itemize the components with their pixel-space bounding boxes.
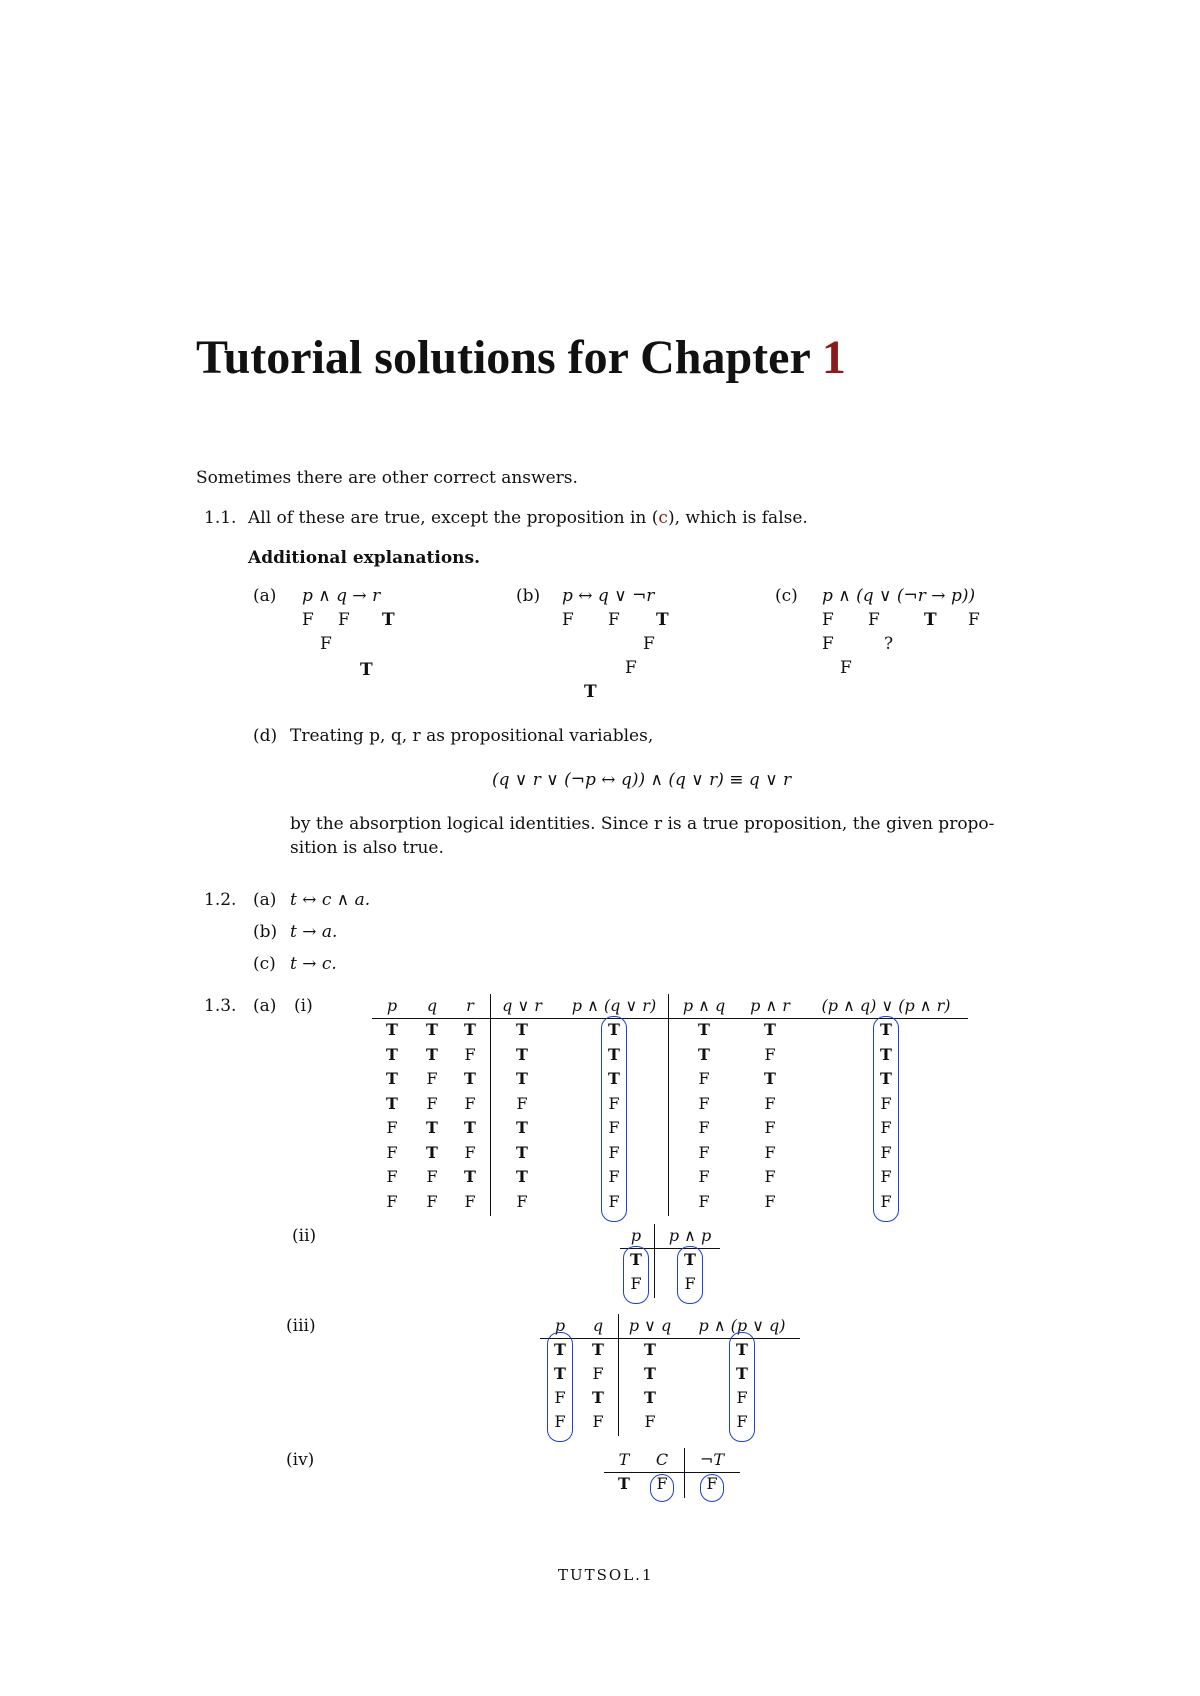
q11-pre: All of these are true, except the proposition in ( (248, 508, 659, 528)
q11d-text: Treating p, q, r as propositional variables, (290, 726, 654, 746)
table-i-header: p ∧ r (750, 996, 790, 1015)
q11b-val-r: T (656, 610, 669, 630)
table-i-cell: F (386, 1191, 398, 1211)
q11-statement (248, 508, 808, 528)
table-i-cell: T (464, 1167, 476, 1186)
table-i-cell: F (386, 1167, 398, 1186)
table-i-cell: T (608, 1044, 620, 1064)
table-iii-cell: F (592, 1364, 604, 1383)
table-iii-cell: T (736, 1364, 748, 1383)
table-iv-header: ¬T (699, 1450, 725, 1469)
table-iii-cell: F (554, 1388, 566, 1407)
q11a-val-p: F (302, 610, 314, 630)
table-i-cell: T (426, 1118, 438, 1137)
table-iii-cell: F (736, 1388, 748, 1407)
q11b-val-or: F (625, 658, 637, 678)
title-text: Tutorial solutions for Chapter (196, 331, 822, 384)
table-iv-header-rule (604, 1472, 740, 1473)
q11d-equation: (q ∨ r ∨ (¬p ↔ q)) ∧ (q ∨ r) ≡ q ∨ r (492, 770, 792, 790)
table-i-cell: F (386, 1118, 398, 1137)
q11c-val-p2: F (968, 610, 980, 630)
table-i-cell: F (516, 1191, 528, 1211)
q12c-label: (c) (253, 954, 276, 974)
table-iv-highlight-circle (700, 1474, 724, 1502)
q13-ii-label: (ii) (292, 1226, 317, 1246)
q12c-expr: t → c. (290, 954, 337, 974)
table-iii-header: p ∧ (p ∨ q) (698, 1316, 786, 1335)
table-i-cell: T (608, 1069, 620, 1088)
table-i-cell: T (386, 1093, 398, 1113)
table-iii-header: p ∨ q (628, 1316, 672, 1335)
table-i-cell: F (426, 1191, 438, 1211)
table-i-header: p (386, 996, 398, 1015)
table-iv-cell: F (656, 1474, 668, 1493)
q12a-label: (a) (253, 890, 277, 910)
q11-post: ), which is false. (667, 508, 808, 528)
q11b-label: (b) (516, 586, 541, 606)
table-i-cell: T (880, 1044, 892, 1064)
table-ii-header: p ∧ p (668, 1226, 712, 1245)
table-i-cell: F (880, 1191, 892, 1211)
table-i-cell: F (880, 1093, 892, 1113)
q12a-expr: t ↔ c ∧ a. (290, 890, 371, 910)
table-i-cell: T (516, 1044, 528, 1064)
q11c-val-r: T (924, 610, 937, 630)
page-title (196, 330, 846, 385)
q13-label: 1.3. (204, 996, 237, 1016)
table-i-cell: T (764, 1020, 776, 1039)
table-i-cell: T (698, 1020, 710, 1039)
table-ii-highlight-circle (623, 1246, 649, 1304)
q11a-val-and: F (320, 634, 332, 654)
table-i-cell: F (464, 1044, 476, 1064)
table-iii-header: q (592, 1316, 604, 1335)
q11c-val-and: F (822, 634, 834, 654)
table-iii-cell: T (644, 1388, 656, 1407)
table-i-cell: T (426, 1142, 438, 1162)
chapter-number: 1 (821, 331, 846, 384)
table-i-header: q ∨ r (502, 996, 542, 1015)
q13-iv-label: (iv) (286, 1450, 315, 1470)
additional-explanations-heading: Additional explanations. (248, 548, 481, 568)
table-ii-cell: T (684, 1250, 696, 1269)
table-i-column-separator (490, 994, 491, 1216)
table-ii-column-separator (654, 1224, 655, 1298)
table-iii-cell: T (644, 1364, 656, 1383)
table-i-cell: F (608, 1191, 620, 1211)
table-iii-cell: T (554, 1364, 566, 1383)
table-i-cell: F (426, 1167, 438, 1186)
table-i-header: p ∧ (q ∨ r) (571, 996, 657, 1015)
table-iv-cell: F (706, 1474, 718, 1493)
q11c-expr: p ∧ (q ∨ (¬r → p)) (822, 586, 976, 606)
table-i-cell: F (426, 1069, 438, 1088)
table-i-cell: F (764, 1093, 776, 1113)
q11c-val-unknown: ? (884, 634, 894, 654)
table-iii-cell: T (644, 1340, 656, 1359)
table-i-cell: F (608, 1142, 620, 1162)
table-i-cell: F (608, 1093, 620, 1113)
table-i-highlight-circle (873, 1016, 899, 1222)
table-i-cell: T (880, 1020, 892, 1039)
table-iii-cell: T (554, 1340, 566, 1359)
table-i-highlight-circle (601, 1016, 627, 1222)
table-iv-header: T (618, 1450, 630, 1469)
table-i-cell: F (880, 1167, 892, 1186)
table-i-cell: T (880, 1069, 892, 1088)
q11c-label: (c) (775, 586, 798, 606)
table-i-cell: F (698, 1167, 710, 1186)
q11d-line2: sition is also true. (290, 838, 444, 858)
table-i-cell: F (464, 1093, 476, 1113)
table-iii-header: p (554, 1316, 566, 1335)
table-i-cell: F (426, 1093, 438, 1113)
table-i-cell: T (608, 1020, 620, 1039)
table-iii-cell: T (592, 1340, 604, 1359)
table-i-cell: F (698, 1191, 710, 1211)
table-i-cell: F (608, 1118, 620, 1137)
table-i-header: p ∧ q (682, 996, 726, 1015)
table-iii-highlight-circle (729, 1332, 755, 1442)
table-i-cell: T (426, 1044, 438, 1064)
q11a-label: (a) (253, 586, 277, 606)
q13a-label: (a) (253, 996, 277, 1016)
q11c-val-result: F (840, 658, 852, 678)
table-i-column-separator (668, 994, 669, 1216)
q11a-val-r: T (382, 610, 395, 630)
q13-iii-label: (iii) (286, 1316, 316, 1336)
q11b-val-neg: F (643, 634, 655, 654)
table-i-cell: T (386, 1044, 398, 1064)
table-i-cell: T (516, 1167, 528, 1186)
table-iii-header-rule (540, 1338, 800, 1339)
q11d-line1: by the absorption logical identities. Since r is a true proposition, the given propo- (290, 814, 995, 834)
table-ii-highlight-circle (677, 1246, 703, 1304)
page-footer: TUTSOL.1 (558, 1566, 654, 1584)
q11a-val-result: T (360, 660, 373, 680)
q12b-label: (b) (253, 922, 278, 942)
table-i-cell: F (608, 1167, 620, 1186)
q11b-val-result: T (584, 682, 597, 702)
q11-label: 1.1. (204, 508, 237, 528)
table-i-cell: F (698, 1093, 710, 1113)
table-i-cell: F (764, 1167, 776, 1186)
table-i-cell: F (698, 1069, 710, 1088)
table-i-cell: T (516, 1020, 528, 1039)
table-iii-cell: T (736, 1340, 748, 1359)
table-i-header: r (466, 996, 474, 1015)
table-i-cell: F (516, 1093, 528, 1113)
q11b-val-p: F (562, 610, 574, 630)
table-i-cell: F (880, 1142, 892, 1162)
table-i-cell: T (516, 1118, 528, 1137)
q11a-expr: p ∧ q → r (302, 586, 381, 606)
q11d-label: (d) (253, 726, 278, 746)
table-i-cell: F (698, 1118, 710, 1137)
q11b-val-q: F (608, 610, 620, 630)
table-i-cell: F (880, 1118, 892, 1137)
table-i-cell: T (698, 1044, 710, 1064)
table-iv-highlight-circle (650, 1474, 674, 1502)
table-ii-cell: F (630, 1274, 642, 1293)
table-i-cell: F (764, 1191, 776, 1211)
intro-text: Sometimes there are other correct answers. (196, 468, 578, 488)
table-i-cell: T (764, 1069, 776, 1088)
table-i-cell: F (764, 1118, 776, 1137)
table-i-header: (p ∧ q) ∨ (p ∧ r) (821, 996, 951, 1015)
q11a-val-q: F (338, 610, 350, 630)
q11c-val-q: F (868, 610, 880, 630)
table-ii-header: p (630, 1226, 642, 1245)
q12b-expr: t → a. (290, 922, 338, 942)
table-i-header: q (426, 996, 438, 1015)
q13-i-label: (i) (294, 996, 313, 1016)
table-i-cell: F (464, 1191, 476, 1211)
table-i-cell: T (386, 1020, 398, 1039)
table-i-cell: F (698, 1142, 710, 1162)
table-i-cell: T (516, 1069, 528, 1088)
table-i-cell: T (464, 1069, 476, 1088)
table-i-cell: T (464, 1118, 476, 1137)
table-iii-cell: F (736, 1412, 748, 1431)
table-iii-cell: F (554, 1412, 566, 1431)
table-iii-cell: F (644, 1412, 656, 1431)
table-i-cell: F (764, 1044, 776, 1064)
q11c-val-p: F (822, 610, 834, 630)
table-i-cell: F (464, 1142, 476, 1162)
table-iv-column-separator (684, 1448, 685, 1498)
q11b-expr: p ↔ q ∨ ¬r (562, 586, 655, 606)
q12-label: 1.2. (204, 890, 237, 910)
q11-ref-link[interactable]: c (658, 508, 668, 528)
table-i-cell: F (386, 1142, 398, 1162)
table-ii-cell: T (630, 1250, 642, 1269)
table-i-cell: F (764, 1142, 776, 1162)
table-i-cell: T (426, 1020, 438, 1039)
table-i-cell: T (516, 1142, 528, 1162)
table-iii-cell: T (592, 1388, 604, 1407)
table-iii-cell: F (592, 1412, 604, 1431)
table-i-cell: T (464, 1020, 476, 1039)
table-iii-highlight-circle (547, 1332, 573, 1442)
table-iv-cell: T (618, 1474, 630, 1493)
table-i-cell: T (386, 1069, 398, 1088)
table-ii-cell: F (684, 1274, 696, 1293)
table-iii-column-separator (618, 1314, 619, 1436)
table-iv-header: C (655, 1450, 669, 1469)
